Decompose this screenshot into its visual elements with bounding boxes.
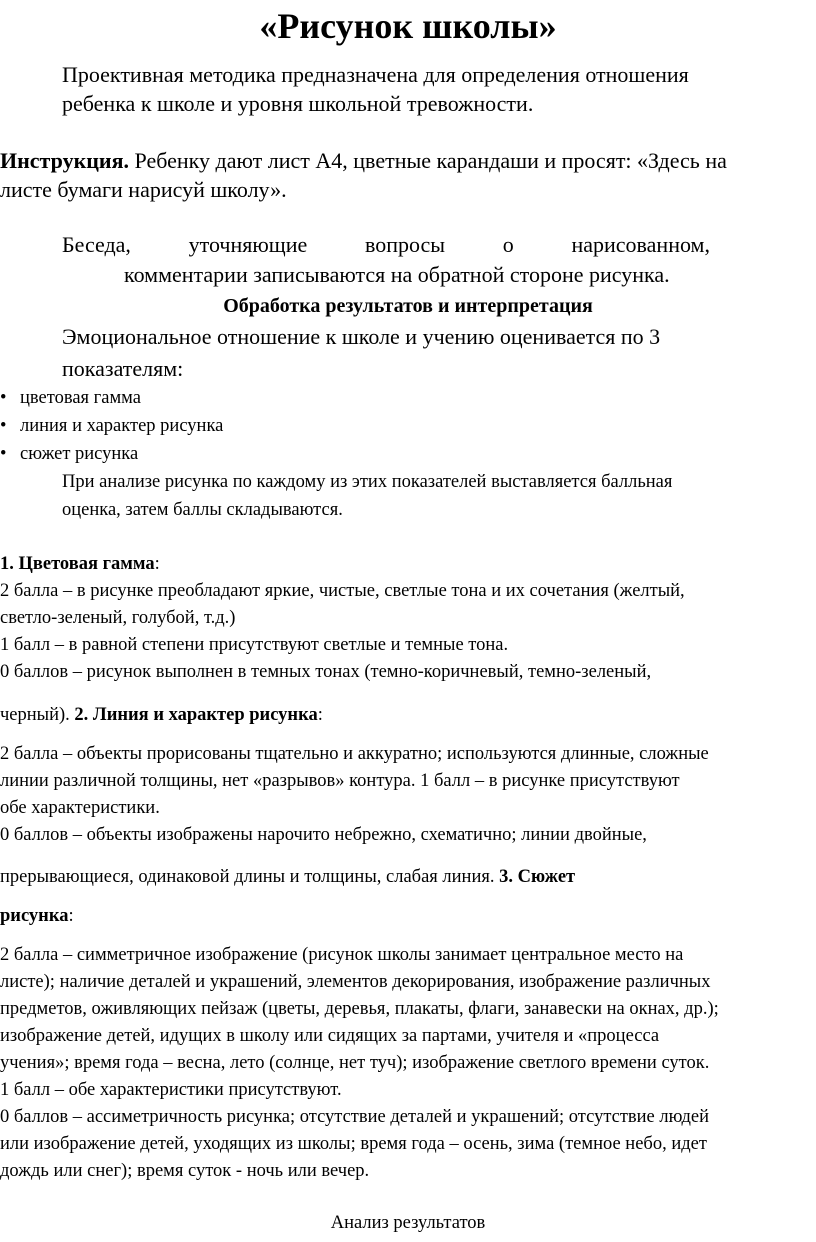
section2-heading: 2. Линия и характер рисунка <box>74 705 318 725</box>
list-item-label: линия и характер рисунка <box>20 416 224 436</box>
page-title: «Рисунок школы» <box>259 6 557 46</box>
bullet-icon: • <box>0 416 7 436</box>
section1-line: светло-зеленый, голубой, т.д.) <box>0 608 236 628</box>
list-item-label: цветовая гамма <box>20 388 141 408</box>
section3-line: листе); наличие деталей и украшений, элементов декорирования, изображение различных <box>0 972 711 992</box>
section1-line: 0 баллов – рисунок выполнен в темных тонах (темно-коричневый, темно-зеленый, <box>0 662 652 682</box>
section3-line: 0 баллов – ассиметричность рисунка; отсутствие деталей и украшений; отсутствие людей <box>0 1107 710 1127</box>
bullet-icon: • <box>0 388 7 408</box>
section3-line: учения»; время года – весна, лето (солнце, нет туч); изображение светлого времени суток. <box>0 1053 710 1073</box>
section3-line: 1 балл – обе характеристики присутствуют. <box>0 1080 342 1100</box>
analysis-heading: Анализ результатов <box>330 1213 486 1233</box>
section2-line: линии различной толщины, нет «разрывов» контура. 1 балл – в рисунке присутствуют <box>0 771 680 791</box>
section3-line: предметов, оживляющих пейзаж (цветы, деревья, плакаты, флаги, занавески на окнах, др.); <box>0 999 719 1019</box>
conversation-word: нарисованном, <box>571 232 710 257</box>
section3-line: дождь или снег); время суток - ночь или вечер. <box>0 1161 370 1181</box>
conversation-word: о <box>502 232 514 257</box>
list-item-label: сюжет рисунка <box>20 444 139 464</box>
section2-line: 0 баллов – объекты изображены нарочито небрежно, схематично; линии двойные, <box>0 825 647 845</box>
scoring-note-line-2: оценка, затем баллы складываются. <box>62 500 343 520</box>
conversation-line-1 <box>62 230 710 259</box>
bullet-icon: • <box>0 444 7 464</box>
section2-heading-line: черный). 2. Линия и характер рисунка: <box>0 705 323 725</box>
list-item <box>0 441 138 468</box>
list-item <box>0 413 223 440</box>
processing-heading: Обработка результатов и интерпретация <box>223 295 593 317</box>
section1-line: 2 балла – в рисунке преобладают яркие, чистые, светлые тона и их сочетания (желтый, <box>0 581 685 601</box>
section3-line: 2 балла – симметричное изображение (рисунок школы занимает центральное место на <box>0 945 684 965</box>
section3-heading: 3. Сюжет <box>499 867 576 887</box>
intro-line-1: Проективная методика предназначена для определения отношения <box>62 62 689 87</box>
list-item <box>0 385 141 412</box>
instruction-line-2: листе бумаги нарисуй школу». <box>0 177 287 202</box>
instruction-label: Инструкция. <box>0 148 130 173</box>
section3-heading-line: прерывающиеся, одинаковой длины и толщины, слабая линия. 3. Сюжет <box>0 867 576 887</box>
processing-line-2: показателям: <box>62 356 184 381</box>
section1-heading: 1. Цветовая гамма: <box>0 554 160 574</box>
intro-line-2: ребенка к школе и уровня школьной тревожности. <box>62 91 534 116</box>
conversation-word: вопросы <box>364 232 446 257</box>
instruction-text: Ребенку дают лист А4, цветные карандаши и просят: «Здесь на <box>129 148 727 173</box>
conversation-line-2: комментарии записываются на обратной стороне рисунка. <box>124 262 670 287</box>
processing-line-1: Эмоциональное отношение к школе и учению оценивается по 3 <box>62 324 661 349</box>
scoring-note-line-1: При анализе рисунка по каждому из этих показателей выставляется балльная <box>62 472 673 492</box>
conversation-word: Беседа, <box>62 232 131 257</box>
section3-heading-cont: рисунка: <box>0 906 74 926</box>
section2-line: 2 балла – объекты прорисованы тщательно и аккуратно; используются длинные, сложные <box>0 744 709 764</box>
conversation-word: уточняющие <box>188 232 308 257</box>
section3-line: изображение детей, идущих в школу или сидящих за партами, учителя и «процесса <box>0 1026 660 1046</box>
section3-line: или изображение детей, уходящих из школы; время года – осень, зима (темное небо, идет <box>0 1134 707 1154</box>
instruction-line-1 <box>0 146 727 175</box>
section2-line: обе характеристики. <box>0 798 160 818</box>
section1-line: 1 балл – в равной степени присутствуют светлые и темные тона. <box>0 635 509 655</box>
